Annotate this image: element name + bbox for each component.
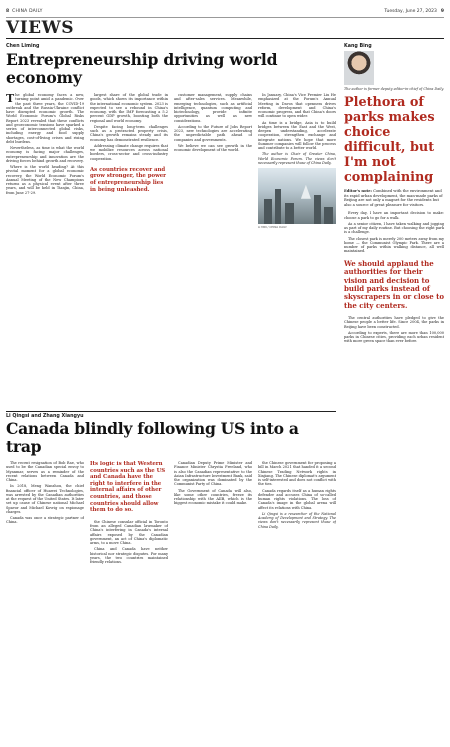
paragraph: Nevertheless, as time is what the world economy is facing major challenges, entrepreneurship and innovation are the driving forces behind growth and recovery.	[6, 146, 84, 163]
top-bar-left	[6, 9, 43, 14]
paragraph: The central authorities have pledged to give the Chinese people a better life. Since 2004, the parks in Beijing have been constructed.	[344, 316, 444, 329]
article1-pullquote: As countries recover and grow stronger, the power of entrepreneurship lies in being unleashed.	[90, 166, 166, 193]
issue-date: Tuesday, June 27, 2023	[384, 9, 437, 14]
author-bio: The author is former deputy editor-in-chief of China Daily.	[344, 87, 444, 91]
top-bar-right	[384, 9, 444, 14]
paragraph: Canadian Deputy Prime Minister and Finance Minister Chrystia Freeland, who is also the Canadian representative to the Asian Infrastructure Investment Bank, said the organization was dominated by the Communist Party of China.	[174, 461, 252, 487]
building-shape	[314, 195, 321, 224]
author-avatar	[344, 51, 374, 85]
paragraph: As a senior citizen, I have taken walking and jogging as part of my daily routine. But choosing the right park is a challenge.	[344, 221, 444, 235]
paragraph: According to the Future of Jobs Report 2023, new technologies are accelerating the unpredictable path ahead of companies and governments.	[174, 124, 252, 142]
article2-col4	[258, 461, 336, 747]
paragraph: In January, China's Vice Premier Liu He emphasized at the Forum's Annual Meeting in Davos that openness drives reform, development and China's economic progress, and that China's doors will continue to open wider.	[258, 93, 336, 119]
article-divider	[6, 411, 336, 412]
building-shape	[285, 203, 294, 224]
paragraph: China and Canada have neither historical nor strategic disputes. For many years, the two countries maintained friendly relations.	[90, 547, 168, 564]
paragraph: largest share of the global trade in goods, which shows its importance within the international economic system. 2023 is expected to see a rebound in China's economy, with the IMF forecasting a 5.2 percent GDP growth, boosting both the regional and world economy.	[90, 93, 168, 123]
column-pullquote: We should applaud the authorities for their vision and decision to build parks instead of skyscrapers in or close to the city centers.	[344, 258, 445, 310]
paragraph: Despite facing long-term challenges such as a protracted property crisis, China's growth remains steady and its economy has demonstrated resilience.	[90, 124, 168, 142]
paragraph: Every day, I have an important decision to make: choose a park to go for a walk.	[344, 211, 444, 220]
article2-byline: Li Qingsi and Zhang Xiangyu	[6, 414, 84, 419]
column-byline: Kang Bing	[344, 44, 372, 49]
building-shape	[324, 207, 333, 224]
editors-note	[344, 189, 444, 207]
page-number: 8	[6, 9, 10, 14]
page-number-right: 9	[440, 9, 444, 14]
article1-body	[6, 93, 336, 408]
paragraph: According to experts, there are more than 100,000 parks in Chinese cities, providing each urban resident with more green space than ever before.	[344, 330, 444, 344]
article1-byline: Chen Liming	[6, 44, 40, 49]
paragraph: As time is a bridge, Asia is to build bridges between the East and the West, deepen understanding, accelerate cooperation, strengthen exchange and integrate nations. We hope that more Summer companies will follow the process and contribute to a better world.	[258, 120, 336, 150]
building-shape	[264, 199, 272, 224]
article2-author-note: Li Qingsi is a researcher of the National Academy of Development and Strategy. The views don't necessarily represent those of China Daily.	[258, 511, 336, 529]
article2-col1	[6, 461, 84, 747]
paragraph: he global economy faces a new, turning point amid a pandemic. Over the past three years, the COVID-19 outbreak and the Russia-Ukraine conflict have disrupted economic growth. The World Economic Forum's Global Risks Report 2023 revealed that these conflicts and geoeconomic tensions have sparked a series of interconnected global risks, including energy and food supply shortages, cost-of-living crises and rising debt burdens.	[6, 93, 84, 144]
paragraph: In 2018, Meng Wanzhou, the chief financial officer of Huawei Technologies, was arrested by the Canadian authorities at the request of the United States. It later set up cause of Chinese national Michael Spavor and Michael Kovrig on espionage charges.	[6, 484, 84, 514]
article1-col4	[258, 93, 336, 408]
paragraph: Canada regards itself as a human rights defender and accuses China of so-called human rights violations. The loss of Canada's image in the global arena will affect its relations with China.	[258, 488, 336, 510]
dropcap: T	[6, 93, 15, 105]
editors-note-text: Combined with the environment and its rapid urban development, the man-made parks of Beijing are not only a magnet for the residents but also a source of great pleasure for visitors.	[344, 189, 443, 207]
article1-headline[interactable]: Entrepreneurship driving world economy	[6, 50, 278, 87]
column-headline[interactable]: Plethora of parks makes choice difficult, but I'm not complaining	[344, 95, 435, 186]
article1-col3	[174, 93, 252, 408]
section-title: VIEWS	[6, 18, 444, 39]
article2-body	[6, 461, 336, 747]
article2-pullquote: Its logic is that Western countries such as the US and Canada have the right to interfere in the internal affairs of other countries, and those countries should allow them to do so.	[90, 461, 166, 514]
illustration-credit: LI MIN / CHINA DAILY	[258, 225, 287, 229]
paragraph: Addressing climate change requires that we mobilize resources across national borders, cross-sector and cross-industry cooperation.	[90, 143, 168, 161]
article2-col2	[90, 461, 168, 747]
editors-note-label: Editor's note:	[344, 189, 372, 194]
paragraph: Canada was once a strategic partner of China.	[6, 516, 84, 525]
paragraph: Where is the world heading? At this pivotal moment for a global economic recovery, the World Economic Forum's Annual Meeting of the New Champions returns as a physical event after three years, and will be held in Tianjin, China, from June 27-29.	[6, 165, 84, 195]
article1-author-note: The author is Chair of Greater China, World Economic Forum. The views don't necessarily represent those of China Daily.	[258, 152, 336, 165]
paper-name: CHINA DAILY	[12, 9, 43, 14]
paragraph: The closest park is merely 200 meters away from my home — the Communist Olympic Park. There are a number of parks within walking distance, all well maintained.	[344, 236, 444, 254]
article1-col2	[90, 93, 168, 408]
building-shape	[275, 189, 280, 224]
column-body	[344, 211, 444, 253]
paragraph: We believe we can see growth in the economic development of the world.	[174, 143, 252, 152]
sail-shape	[301, 185, 311, 199]
article1-illustration	[258, 168, 336, 224]
paragraph: The recent resignation of Bob Rae, who used to be the Canadian special envoy to Myanmar, serves as a reminder of the recent relations between Canada and China.	[6, 461, 84, 482]
article1-col1	[6, 93, 84, 408]
main-column	[6, 44, 336, 747]
column-body-continued	[344, 316, 444, 344]
paragraph: the Chinese consular official in Toronto from an alleged Canadian lawmaker of China's interfering in Canada's internal affairs exposed by the Canadian government, an act of China's diplomatic arms, to a move China.	[90, 519, 168, 545]
paragraph: the Chinese government for proposing a bill in March 2021 that handed it a second Chinese Trading Network rights in Xinjiang. The Chinese diplomat's argument is self-interested and does not conflict with the ties.	[258, 461, 336, 487]
article2-col3	[174, 461, 252, 747]
paragraph: customer management, supply chains and after-sales services. Meanwhile, emerging technologies, such as artificial intelligence, quantum computing and biotechnology, provide infinite opportunities as well as new considerations.	[174, 93, 252, 123]
top-bar	[6, 6, 444, 18]
article2-headline[interactable]: Canada blindly following US into a trap	[6, 419, 299, 456]
opinion-column	[344, 44, 444, 346]
paragraph: The Government of Canada will also, like some other countries, freeze its relationship with the AIIB, which is the biggest economic mistake it could make.	[174, 488, 252, 506]
